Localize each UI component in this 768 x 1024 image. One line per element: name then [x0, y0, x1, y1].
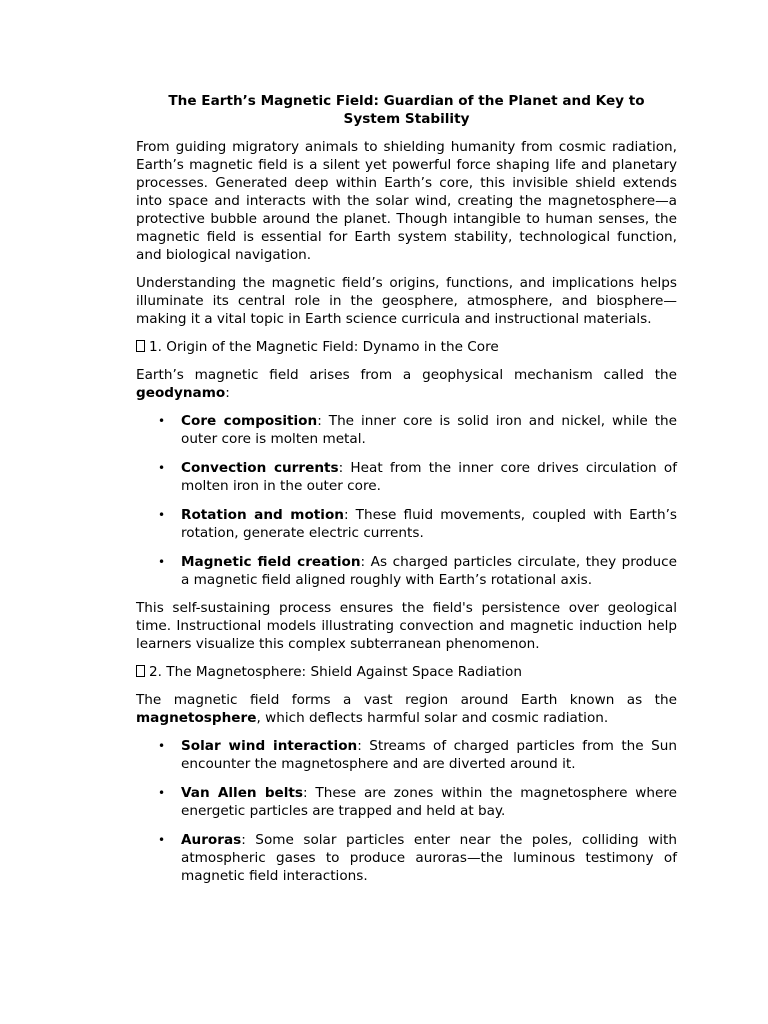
list-item-term: Rotation and motion [181, 507, 344, 523]
section-lead-paragraph [136, 691, 677, 727]
list-item-text: : As charged particles circulate, they produce a magnetic field aligned roughly with Earth’s rotational axis. [181, 554, 677, 588]
list-item [136, 831, 677, 885]
section-heading-text: 2. The Magnetosphere: Shield Against Space Radiation [149, 664, 522, 680]
list-item [136, 737, 677, 773]
section-heading-magnetosphere [136, 663, 677, 681]
section-lead-paragraph [136, 366, 677, 402]
intro-paragraph-2: Understanding the magnetic field’s origins, functions, and implications helps illuminate its central role in the geosphere, atmosphere, and biosphere—making it a vital topic in Earth science curricula and instructional materials. [136, 275, 677, 327]
bullet-icon: • [158, 461, 166, 475]
list-item-term: Core composition [181, 413, 318, 429]
missing-glyph-icon [136, 340, 145, 352]
bullet-icon: • [158, 414, 166, 428]
list-item [136, 784, 677, 820]
list-item [136, 412, 677, 448]
list-item-term: Solar wind interaction [181, 738, 358, 754]
bullet-icon: • [158, 786, 166, 800]
bullet-icon: • [158, 833, 166, 847]
document-page [136, 92, 677, 895]
missing-glyph-icon [136, 665, 145, 677]
list-item-text: : Streams of charged particles from the Sun encounter the magnetosphere and are diverted around it. [181, 738, 677, 772]
list-item-term: Convection currents [181, 460, 339, 476]
section-closing-paragraph: This self-sustaining process ensures the field's persistence over geological time. Instructional models illustrating convection and magnetic induction help learners visualize this complex subterranean phenomenon. [136, 600, 677, 652]
lead-tail: : [225, 385, 230, 401]
intro-paragraph-1: From guiding migratory animals to shielding humanity from cosmic radiation, Earth’s magnetic field is a silent yet powerful force shaping life and planetary processes. Generated deep within Earth’s core, this invisible shield extends into space and interacts with the solar wind, creating the magnetosphere—a protective bubble around the planet. Though intangible to human senses, the magnetic field is essential for Earth system stability, technological function, and biological navigation. [136, 139, 677, 263]
list-item-text: : These fluid movements, coupled with Earth’s rotation, generate electric currents. [181, 507, 677, 541]
section-heading-origin [136, 338, 677, 356]
list-item-text: : These are zones within the magnetosphere where energetic particles are trapped and held at bay. [181, 785, 678, 819]
list-item [136, 506, 677, 542]
list-item-term: Magnetic field creation [181, 554, 361, 570]
bullet-icon: • [158, 555, 166, 569]
lead-text: The magnetic field forms a vast region around Earth known as the [136, 692, 677, 708]
bullet-list-magnetosphere [136, 737, 677, 885]
section-heading-text: 1. Origin of the Magnetic Field: Dynamo in the Core [149, 339, 499, 355]
bullet-list-origin [136, 412, 677, 589]
list-item-text: : Heat from the inner core drives circulation of molten iron in the outer core. [181, 460, 678, 494]
list-item [136, 459, 677, 495]
list-item-term: Auroras [181, 832, 242, 848]
lead-tail: , which deflects harmful solar and cosmic radiation. [256, 710, 609, 726]
lead-text: Earth’s magnetic field arises from a geophysical mechanism called the [136, 367, 677, 383]
bullet-icon: • [158, 508, 166, 522]
bullet-icon: • [158, 739, 166, 753]
list-item [136, 553, 677, 589]
list-item-text: : Some solar particles enter near the poles, colliding with atmospheric gases to produce auroras—the luminous testimony of magnetic field interactions. [181, 832, 677, 884]
list-item-text: : The inner core is solid iron and nickel, while the outer core is molten metal. [181, 413, 678, 447]
lead-bold-term: geodynamo [136, 385, 226, 401]
lead-bold-term: magnetosphere [136, 710, 257, 726]
document-title: The Earth’s Magnetic Field: Guardian of the Planet and Key to System Stability [168, 93, 645, 127]
list-item-term: Van Allen belts [181, 785, 304, 801]
